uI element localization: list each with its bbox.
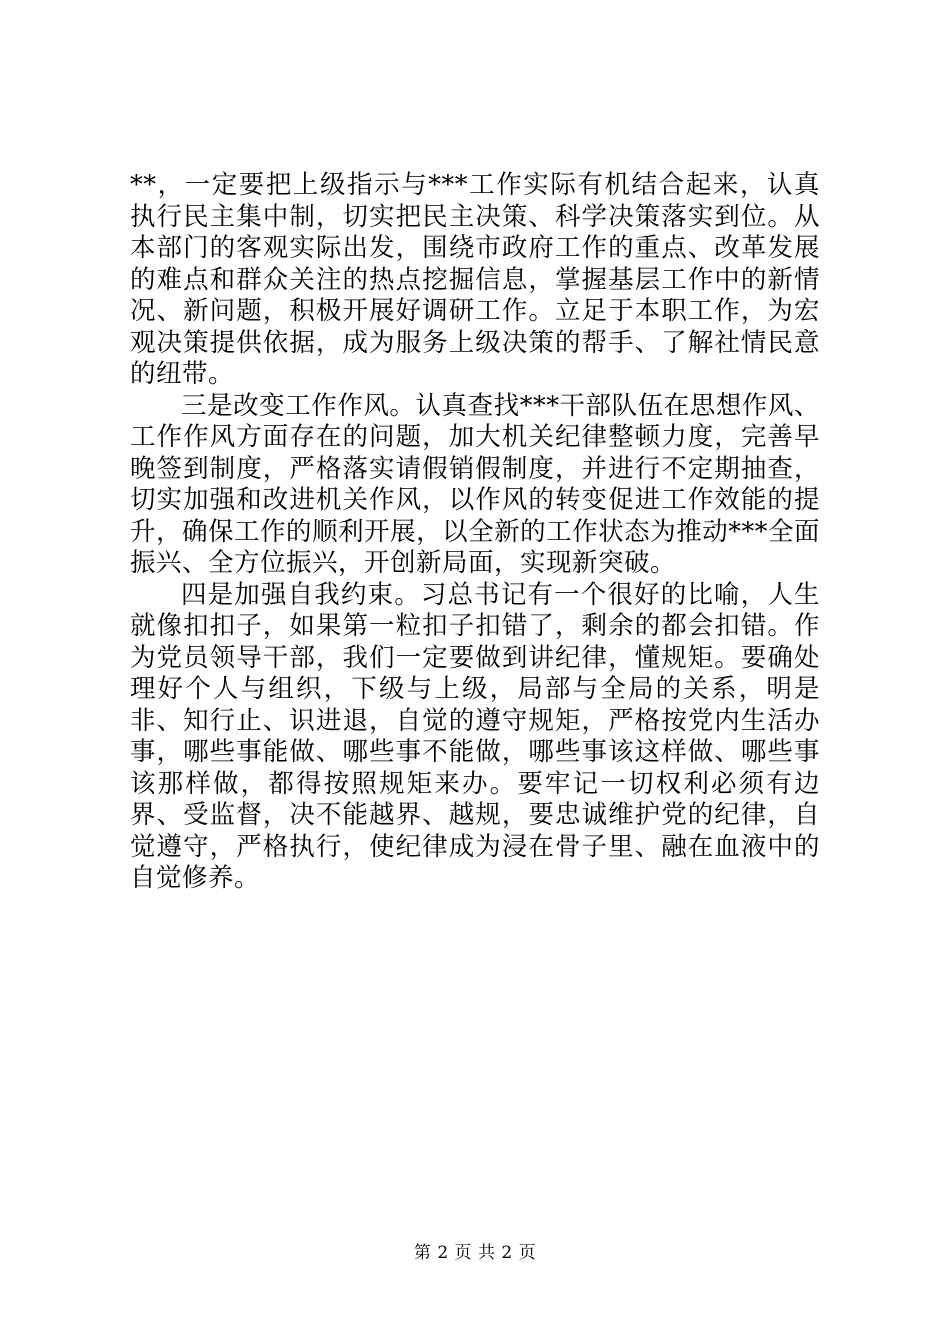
page-number-footer: 第 2 页 共 2 页 bbox=[413, 1243, 537, 1263]
paragraph-work-style: 三是改变工作作风。认真查找***干部队伍在思想作风、工作作风方面存在的问题，加大机关纪律整顿力度，完善早晚签到制度，严格落实请假销假制度，并进行不定期抽查，切实加强和改进机关作风，以作风的转变促进工作效能的提升，确保工作的顺利开展，以全新的工作状态为推动***全面振兴、全方位振兴，开创新局面，实现新突破。 bbox=[130, 390, 820, 578]
document-body bbox=[130, 170, 820, 895]
paragraph-self-discipline: 四是加强自我约束。习总书记有一个很好的比喻，人生就像扣扣子，如果第一粒扣子扣错了，剩余的都会扣错。作为党员领导干部，我们一定要做到讲纪律，懂规矩。要确处理好个人与组织，下级与上级，局部与全局的关系，明是非、知行止、识进退，自觉的遵守规矩，严格按党内生活办事，哪些事能做、哪些事不能做，哪些事该这样做、哪些事该那样做，都得按照规矩来办。要牢记一切权利必须有边界、受监督，决不能越界、越规，要忠诚维护党的纪律，自觉遵守，严格执行，使纪律成为浸在骨子里、融在血液中的自觉修养。 bbox=[130, 579, 820, 893]
paragraph-continuation: **，一定要把上级指示与***工作实际有机结合起来，认真执行民主集中制，切实把民主决策、科学决策落实到位。从本部门的客观实际出发，围绕市政府工作的重点、改革发展的难点和群众关注的热点挖掘信息，掌握基层工作中的新情况、新问题，积极开展好调研工作。立足于本职工作，为宏观决策提供依据，成为服务上级决策的帮手、了解社情民意的纽带。 bbox=[130, 170, 820, 389]
